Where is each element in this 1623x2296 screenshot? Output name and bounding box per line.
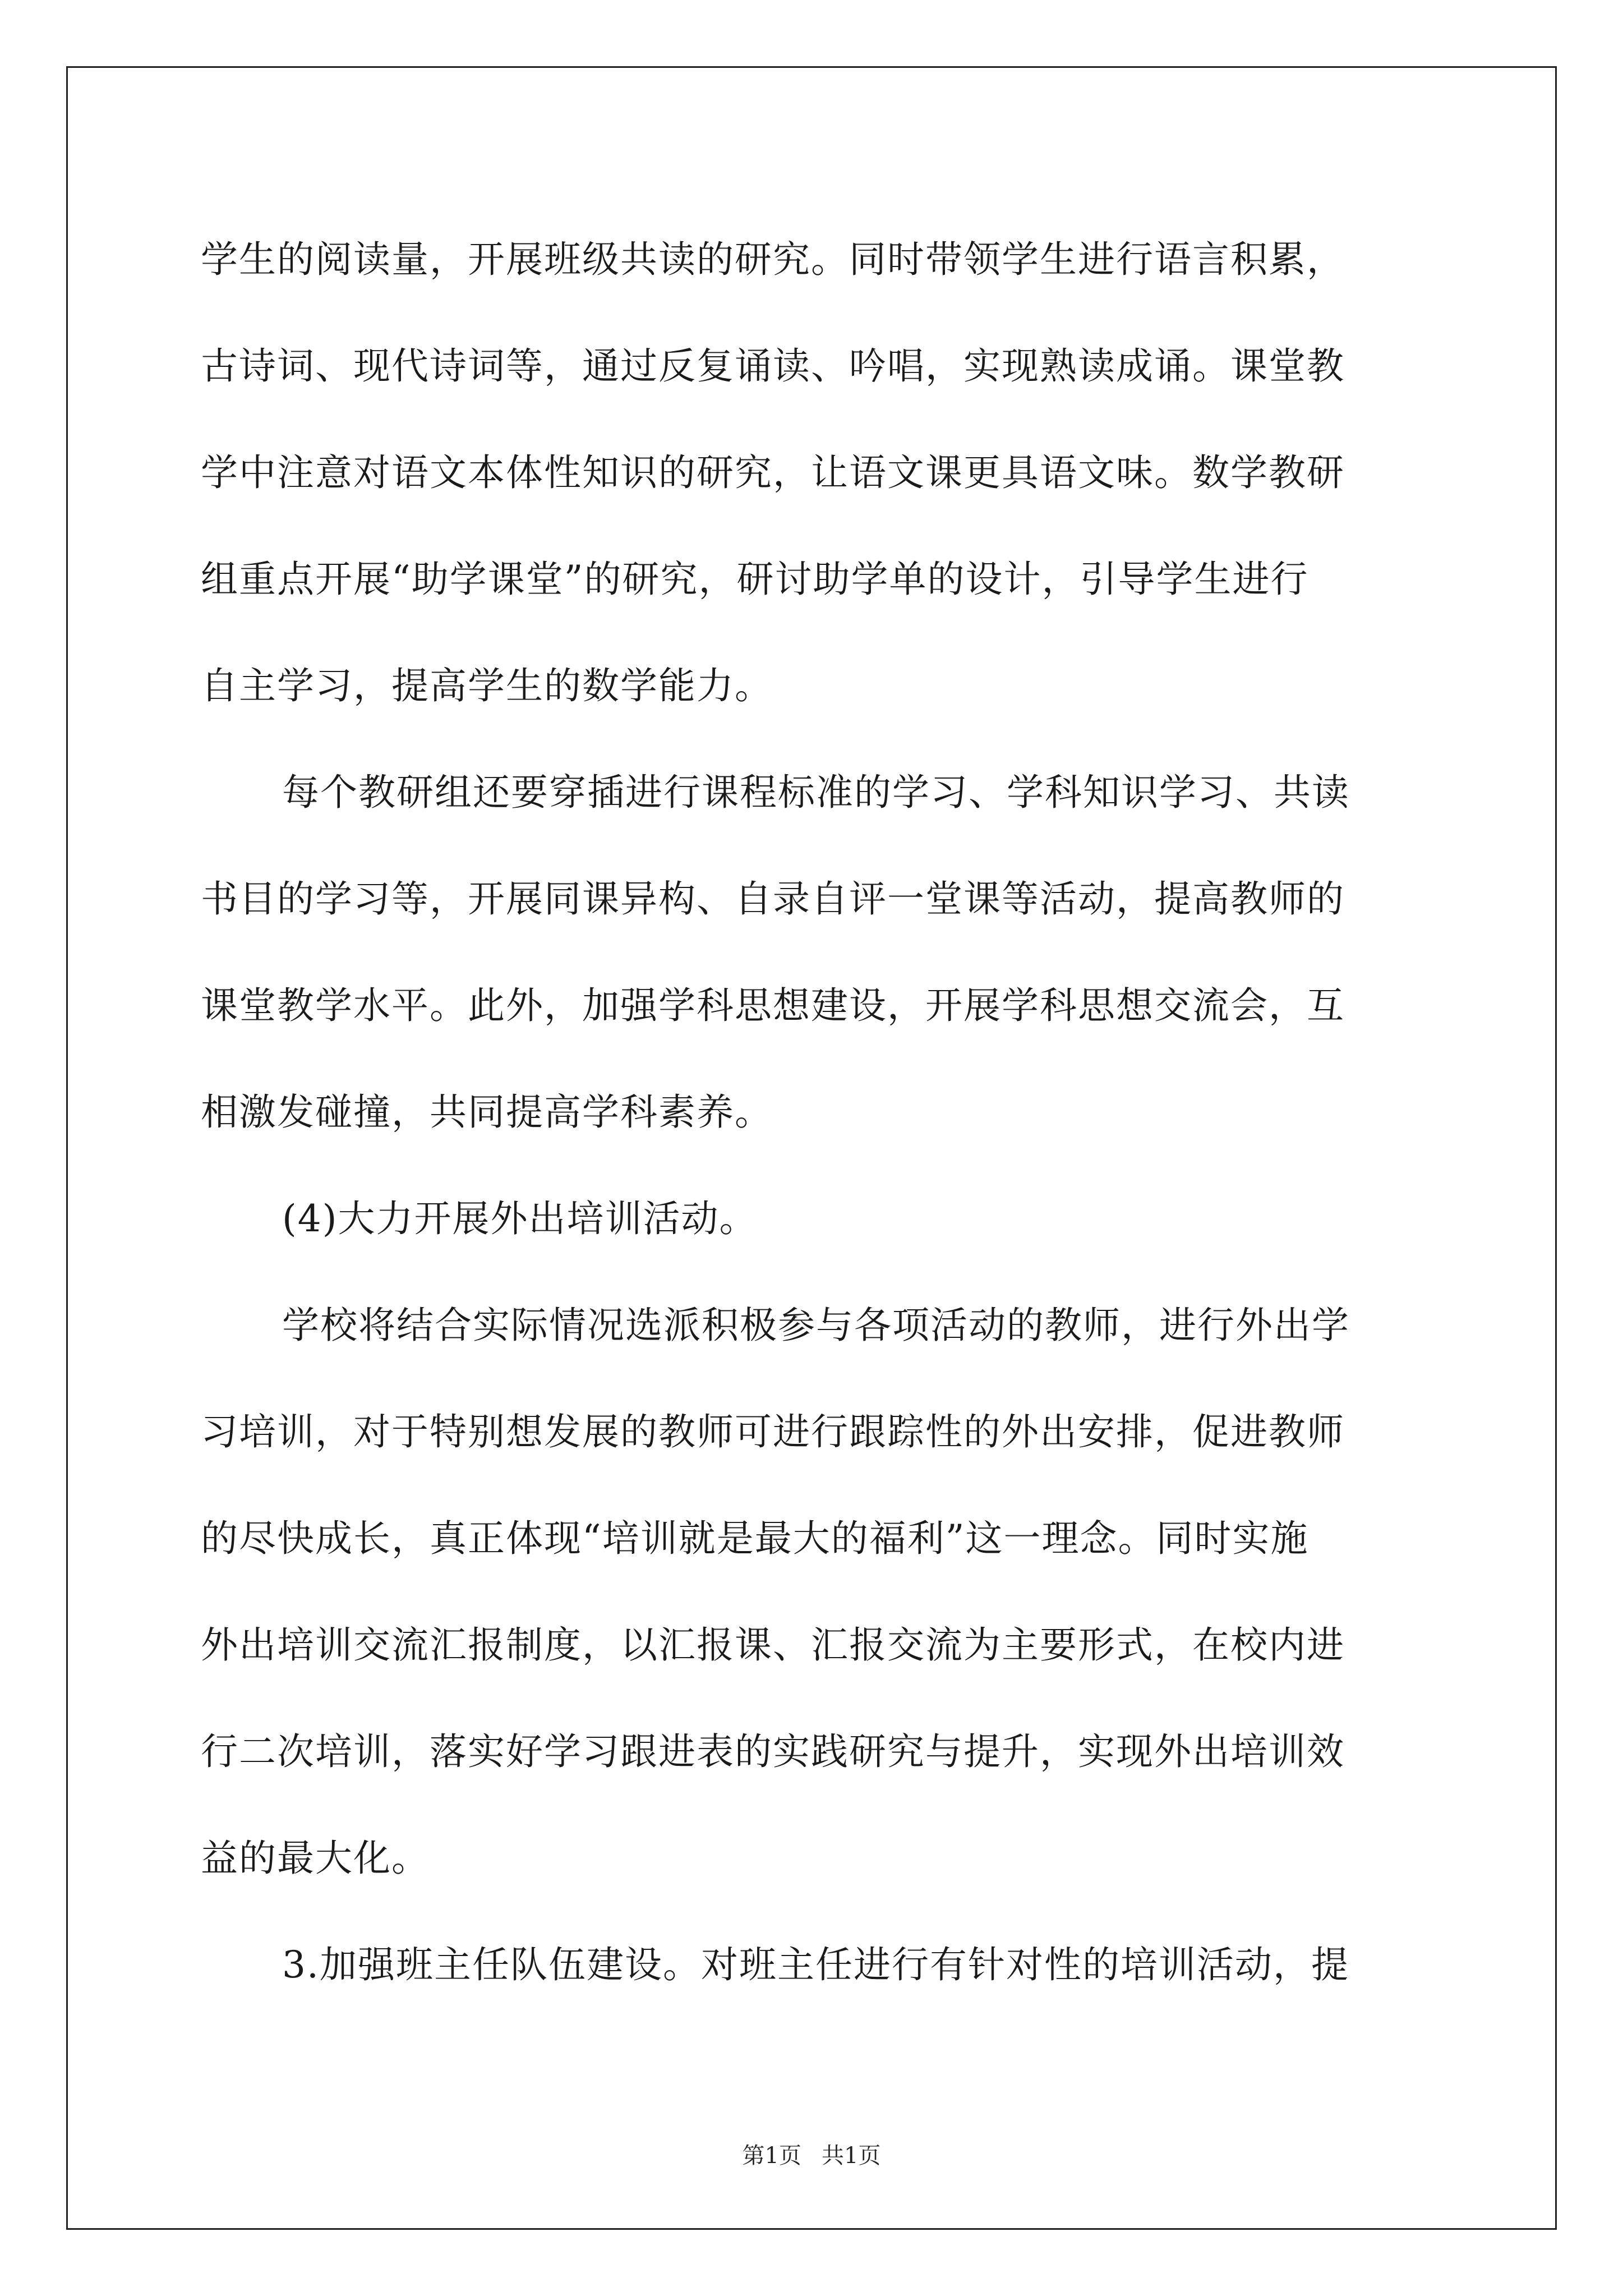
page-footer <box>0 2139 1623 2173</box>
page-total: 共1页 <box>822 2143 881 2169</box>
text-line-11: 学校将结合实际情况选派积极参与各项活动的教师，进行外出学 <box>282 1304 1350 1347</box>
text-line-15: 行二次培训，落实好学习跟进表的实践研究与提升，实现外出培训效 <box>201 1730 1345 1773</box>
text-line-1: 学生的阅读量，开展班级共读的研究。同时带领学生进行语言积累， <box>201 238 1345 281</box>
text-line-6: 每个教研组还要穿插进行课程标准的学习、学科知识学习、共读 <box>282 771 1350 814</box>
text-line-9: 相激发碰撞，共同提高学科素养。 <box>201 1091 773 1134</box>
text-line-2: 古诗词、现代诗词等，通过反复诵读、吟唱，实现熟读成诵。课堂教 <box>201 344 1345 388</box>
text-line-7: 书目的学习等，开展同课异构、自录自评一堂课等活动，提高教师的 <box>201 877 1345 921</box>
text-line-3: 学中注意对语文本体性知识的研究，让语文课更具语文味。数学教研 <box>201 451 1345 494</box>
text-line-10: (4)大力开展外出培训活动。 <box>282 1197 758 1240</box>
text-line-5: 自主学习，提高学生的数学能力。 <box>201 664 773 707</box>
text-line-8: 课堂教学水平。此外，加强学科思想建设，开展学科思想交流会，互 <box>201 984 1345 1027</box>
text-line-16: 益的最大化。 <box>201 1837 430 1880</box>
text-line-4: 组重点开展“助学课堂”的研究，研讨助学单的设计，引导学生进行 <box>201 558 1309 601</box>
page-number: 第1页 <box>742 2143 801 2169</box>
text-line-17: 3.加强班主任队伍建设。对班主任进行有针对性的培训活动，提 <box>282 1943 1349 1986</box>
text-line-14: 外出培训交流汇报制度，以汇报课、汇报交流为主要形式，在校内进 <box>201 1623 1345 1667</box>
document-body <box>201 206 1428 2018</box>
text-line-13: 的尽快成长，真正体现“培训就是最大的福利”这一理念。同时实施 <box>201 1517 1309 1560</box>
text-line-12: 习培训，对于特别想发展的教师可进行跟踪性的外出安排，促进教师 <box>201 1410 1345 1453</box>
